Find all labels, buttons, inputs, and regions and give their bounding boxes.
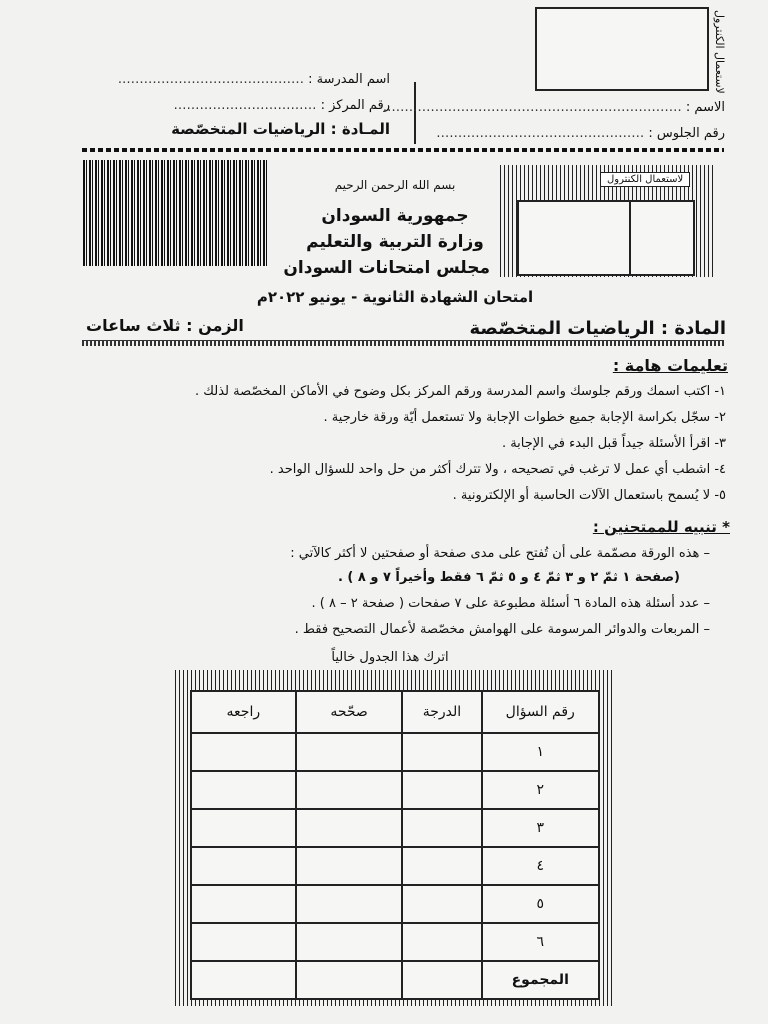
center-field — [90, 98, 390, 113]
corrected-by-cell — [296, 923, 403, 961]
school-label: اسم المدرسة : — [308, 72, 390, 87]
school-dots: ……………………………………. — [117, 72, 304, 87]
table-row — [191, 771, 599, 809]
exam-title: امتحان الشهادة الثانوية - يونيو ٢٠٢٢م — [256, 288, 534, 306]
row-question-number: ٤ — [482, 847, 600, 885]
notice-line-4: – المربعات والدوائر المرسومة على الهوامش مخصّصة لأعمال التصحيح فقط . — [294, 622, 710, 637]
exam-subject: المادة : الرياضيات المتخصّصة — [469, 318, 726, 339]
control-grid-divider — [629, 202, 631, 274]
control-box-top — [535, 7, 709, 91]
seat-label: رقم الجلوس : — [648, 126, 725, 141]
control-corner-label: لاستعمال الكنترول — [713, 10, 726, 94]
ministry-name: وزارة التربية والتعليم — [306, 232, 484, 252]
control-grid — [517, 200, 695, 276]
basmala: بسم الله الرحمن الرحيم — [334, 178, 456, 192]
grade-cell — [402, 771, 481, 809]
table-row — [191, 923, 599, 961]
name-label: الاسم : — [685, 100, 725, 115]
notice-heading: * تنبيه للممتحنين : — [592, 518, 730, 536]
separator-top — [82, 148, 724, 152]
instruction-4: ٤- اشطب أي عمل لا ترغب في تصحيحه ، ولا تترك أكثر من حل واحد للسؤال الواحد . — [269, 462, 726, 477]
row-question-number: ٣ — [482, 809, 600, 847]
name-field — [382, 100, 725, 115]
instruction-3: ٣- اقرأ الأسئلة جيداً قبل البدء في الإجابة . — [501, 436, 726, 451]
table-row — [191, 885, 599, 923]
grade-cell — [402, 847, 481, 885]
exam-time: الزمن : ثلاث ساعات — [86, 316, 244, 335]
corrected-by-cell — [296, 885, 403, 923]
corrected-by-cell — [296, 809, 403, 847]
seat-field — [425, 126, 725, 141]
reviewed-by-cell — [191, 771, 296, 809]
total-label: المجموع — [482, 961, 600, 999]
barcode-left — [83, 160, 269, 266]
row-question-number: ٦ — [482, 923, 600, 961]
council-name: مجلس امتحانات السودان — [283, 258, 490, 278]
reviewed-by-cell — [191, 809, 296, 847]
header-corrected-by: صحّحه — [296, 691, 403, 733]
header-control-label: لاستعمال الكنترول — [600, 172, 690, 187]
corrected-by-cell — [296, 771, 403, 809]
table-total-row — [191, 961, 599, 999]
total-reviewed-by-cell — [191, 961, 296, 999]
grade-cell — [402, 733, 481, 771]
instructions-heading: تعليمات هامة : — [612, 356, 728, 375]
center-label: رقم المركز : — [320, 98, 390, 113]
total-grade-cell — [402, 961, 481, 999]
grade-cell — [402, 809, 481, 847]
header-reviewed-by: راجعه — [191, 691, 296, 733]
republic-name: جمهورية السودان — [321, 206, 469, 226]
row-question-number: ١ — [482, 733, 600, 771]
table-row — [191, 809, 599, 847]
table-row — [191, 733, 599, 771]
grade-cell — [402, 923, 481, 961]
instruction-1: ١- اكتب اسمك ورقم جلوسك واسم المدرسة ورقم المركز بكل وضوح في الأماكن المخصّصة لذلك . — [195, 384, 726, 399]
grade-table-header-row — [191, 691, 599, 733]
corrected-by-cell — [296, 847, 403, 885]
corrected-by-cell — [296, 733, 403, 771]
table-caption: اترك هذا الجدول خالياً — [331, 650, 449, 665]
grade-table — [190, 690, 600, 1000]
subject-field: المـادة : الرياضيات المتخصّصة — [171, 120, 390, 138]
row-question-number: ٢ — [482, 771, 600, 809]
reviewed-by-cell — [191, 733, 296, 771]
school-field — [90, 72, 390, 87]
name-dots: …………………………………………………………… — [382, 100, 682, 115]
instruction-5: ٥- لا يُسمح باستعمال الآلات الحاسبة أو الإلكترونية . — [452, 488, 726, 503]
instruction-2: ٢- سجّل بكراسة الإجابة جميع خطوات الإجابة ولا تستعمل أيّة ورقة خارجية . — [323, 410, 726, 425]
center-dots: …………………………… — [173, 98, 317, 113]
notice-line-3: – عدد أسئلة هذه المادة ٦ أسئلة مطبوعة على ٧ صفحات ( صفحة ٢ – ٨ ) . — [311, 596, 710, 611]
seat-dots: ………………………………………… — [436, 126, 645, 141]
reviewed-by-cell — [191, 923, 296, 961]
separator-middle — [82, 340, 724, 346]
notice-line-2: (صفحة ١ ثمّ ٢ و ٣ ثمّ ٤ و ٥ ثمّ ٦ فقط وأخيراً ٧ و ٨ ) . — [337, 570, 680, 585]
total-corrected-by-cell — [296, 961, 403, 999]
notice-line-1: – هذه الورقة مصمّمة على أن تُفتح على مدى صفحة أو صفحتين لا أكثر كالآتي : — [290, 546, 710, 561]
reviewed-by-cell — [191, 885, 296, 923]
header-question-number: رقم السؤال — [482, 691, 600, 733]
table-row — [191, 847, 599, 885]
header-grade: الدرجة — [402, 691, 481, 733]
grade-cell — [402, 885, 481, 923]
reviewed-by-cell — [191, 847, 296, 885]
row-question-number: ٥ — [482, 885, 600, 923]
